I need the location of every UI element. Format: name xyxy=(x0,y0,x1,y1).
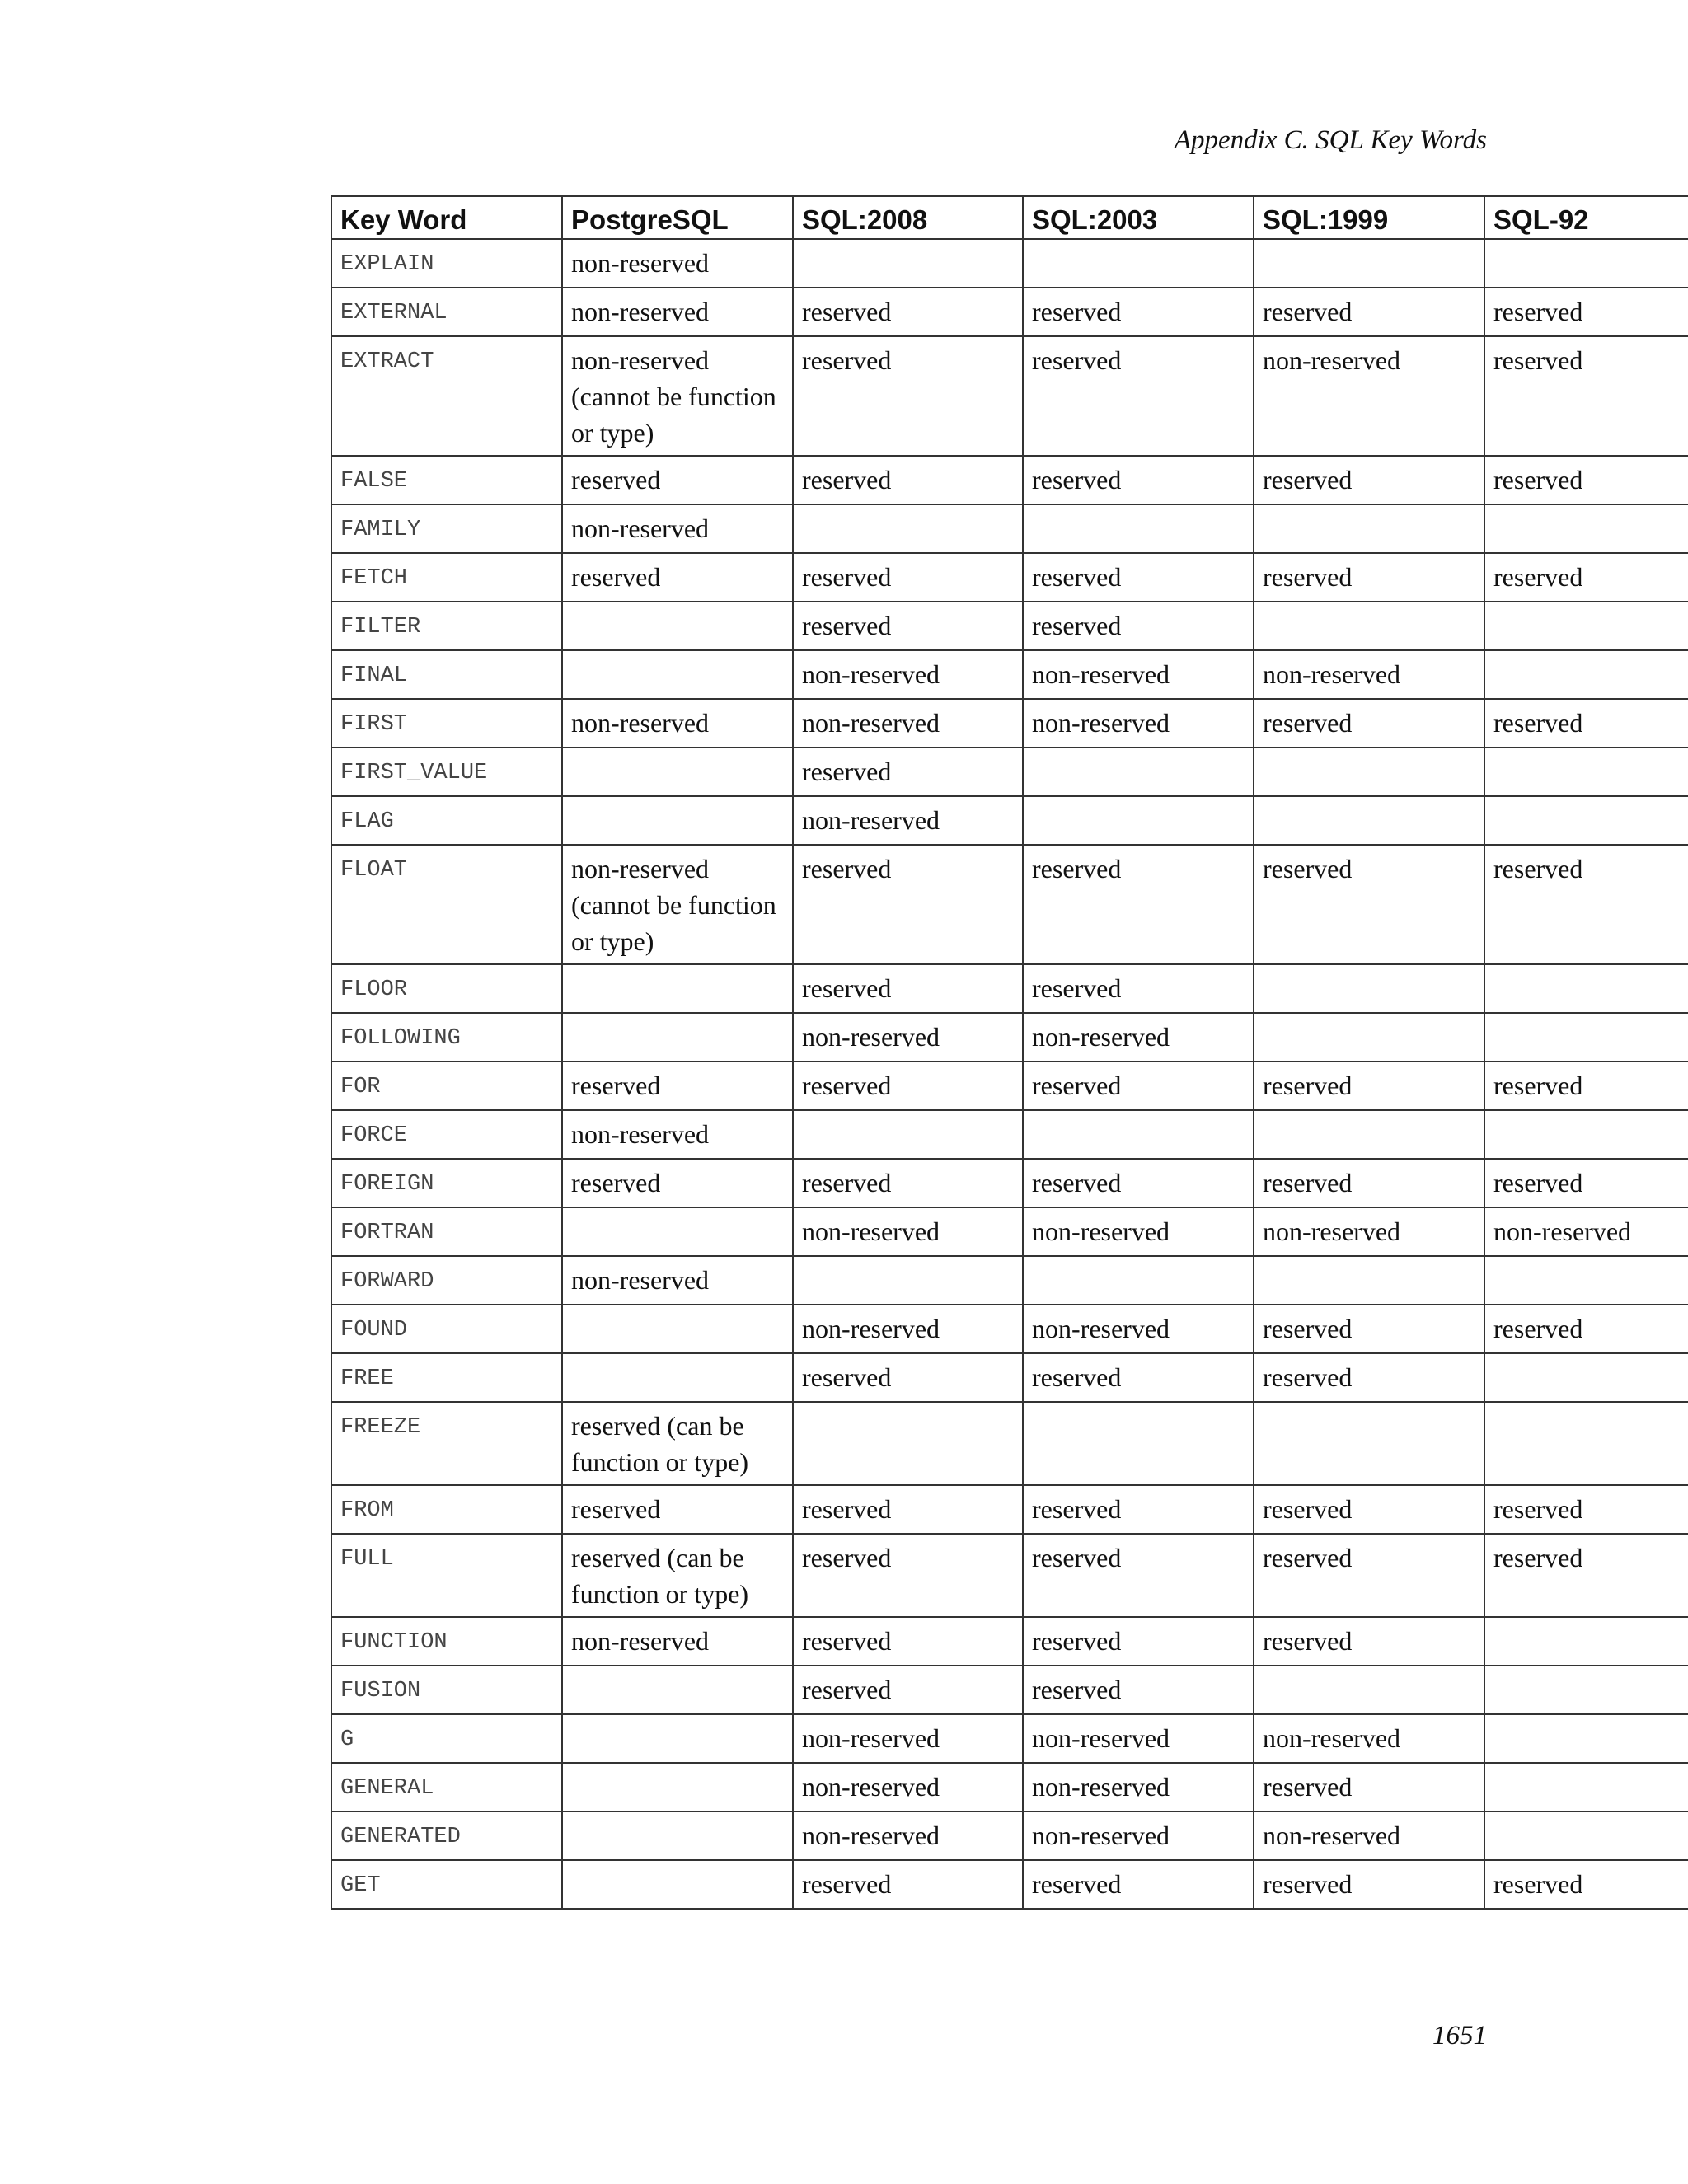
status-cell xyxy=(562,1207,793,1256)
status-cell: reserved xyxy=(793,1062,1023,1110)
status-cell: reserved xyxy=(1023,288,1254,336)
status-cell: non-reserved xyxy=(793,1305,1023,1353)
column-header: SQL-92 xyxy=(1484,196,1688,239)
table-row xyxy=(331,1062,1688,1110)
status-cell: non-reserved xyxy=(1023,1305,1254,1353)
table-row xyxy=(331,288,1688,336)
table-row xyxy=(331,1256,1688,1305)
keyword-cell: FROM xyxy=(331,1485,562,1534)
table-row xyxy=(331,336,1688,456)
status-cell: reserved xyxy=(1023,1534,1254,1617)
keyword-cell: FLAG xyxy=(331,796,562,845)
status-cell: reserved xyxy=(793,456,1023,504)
status-cell xyxy=(562,1763,793,1811)
status-cell xyxy=(793,239,1023,288)
status-cell xyxy=(1484,1013,1688,1062)
status-cell xyxy=(1484,650,1688,699)
status-cell: reserved xyxy=(1254,1534,1484,1617)
status-cell xyxy=(793,1256,1023,1305)
status-cell: reserved xyxy=(1023,602,1254,650)
status-cell: reserved xyxy=(793,336,1023,456)
status-cell xyxy=(1484,1402,1688,1485)
status-cell: reserved xyxy=(1254,288,1484,336)
status-cell xyxy=(1484,1110,1688,1159)
table-row xyxy=(331,1402,1688,1485)
keyword-cell: FOLLOWING xyxy=(331,1013,562,1062)
status-cell: reserved xyxy=(1023,1617,1254,1666)
status-cell: reserved xyxy=(793,1617,1023,1666)
keyword-cell: FULL xyxy=(331,1534,562,1617)
status-cell: non-reserved xyxy=(793,1714,1023,1763)
table-row xyxy=(331,456,1688,504)
table-row xyxy=(331,1811,1688,1860)
status-cell: reserved xyxy=(793,1860,1023,1909)
status-cell xyxy=(562,1305,793,1353)
table-row xyxy=(331,602,1688,650)
status-cell xyxy=(1254,239,1484,288)
table-row xyxy=(331,1534,1688,1617)
status-cell: non-reserved xyxy=(562,1256,793,1305)
status-cell: non-reserved xyxy=(793,1207,1023,1256)
status-cell: reserved xyxy=(793,1159,1023,1207)
status-cell xyxy=(1484,1714,1688,1763)
status-cell xyxy=(1023,796,1254,845)
table-row xyxy=(331,1159,1688,1207)
status-cell: reserved xyxy=(1254,1305,1484,1353)
status-cell: reserved xyxy=(1484,1062,1688,1110)
keyword-cell: GET xyxy=(331,1860,562,1909)
table-row xyxy=(331,748,1688,796)
status-cell: non-reserved xyxy=(1023,1811,1254,1860)
status-cell: reserved xyxy=(1254,699,1484,748)
keyword-cell: FUSION xyxy=(331,1666,562,1714)
table-row xyxy=(331,1305,1688,1353)
status-cell xyxy=(562,964,793,1013)
status-cell: non-reserved xyxy=(1023,1207,1254,1256)
status-cell xyxy=(562,650,793,699)
status-cell: reserved xyxy=(1023,1159,1254,1207)
status-cell: non-reserved xyxy=(562,239,793,288)
keyword-cell: FOR xyxy=(331,1062,562,1110)
status-cell: reserved xyxy=(793,964,1023,1013)
status-cell: non-reserved xyxy=(1254,336,1484,456)
status-cell: non-reserved xyxy=(1254,1714,1484,1763)
status-cell: non-reserved xyxy=(1023,650,1254,699)
column-header: SQL:2003 xyxy=(1023,196,1254,239)
status-cell: non-reserved xyxy=(1254,650,1484,699)
status-cell: reserved (can be function or type) xyxy=(562,1402,793,1485)
page-number: 1651 xyxy=(1432,2021,1487,2050)
table-row xyxy=(331,699,1688,748)
table-row xyxy=(331,964,1688,1013)
status-cell xyxy=(1484,1617,1688,1666)
status-cell: reserved xyxy=(793,1353,1023,1402)
status-cell xyxy=(1254,1402,1484,1485)
status-cell: non-reserved xyxy=(562,1110,793,1159)
status-cell xyxy=(1023,504,1254,553)
status-cell: reserved xyxy=(562,553,793,602)
table-row xyxy=(331,1110,1688,1159)
status-cell xyxy=(1484,964,1688,1013)
status-cell: reserved xyxy=(1484,1860,1688,1909)
keyword-cell: EXTERNAL xyxy=(331,288,562,336)
status-cell: reserved xyxy=(1254,845,1484,964)
status-cell xyxy=(1484,796,1688,845)
status-cell: reserved xyxy=(1484,1159,1688,1207)
keyword-cell: FETCH xyxy=(331,553,562,602)
keyword-cell: FIRST xyxy=(331,699,562,748)
status-cell: non-reserved xyxy=(793,1013,1023,1062)
status-cell xyxy=(562,1666,793,1714)
status-cell: reserved xyxy=(1023,1485,1254,1534)
status-cell: non-reserved xyxy=(793,796,1023,845)
status-cell: reserved xyxy=(1254,1617,1484,1666)
status-cell xyxy=(793,1402,1023,1485)
status-cell: non-reserved xyxy=(562,504,793,553)
status-cell: non-reserved xyxy=(1023,1763,1254,1811)
keyword-cell: FUNCTION xyxy=(331,1617,562,1666)
status-cell: reserved xyxy=(793,845,1023,964)
keyword-table xyxy=(331,195,1688,1910)
keyword-cell: GENERATED xyxy=(331,1811,562,1860)
status-cell: reserved xyxy=(1254,1763,1484,1811)
status-cell: non-reserved xyxy=(562,1617,793,1666)
table-row xyxy=(331,1353,1688,1402)
status-cell: non-reserved xyxy=(793,650,1023,699)
status-cell: reserved xyxy=(1254,1353,1484,1402)
status-cell xyxy=(793,504,1023,553)
keyword-cell: FORCE xyxy=(331,1110,562,1159)
status-cell: reserved xyxy=(1023,456,1254,504)
status-cell: reserved xyxy=(1254,456,1484,504)
status-cell xyxy=(1254,796,1484,845)
status-cell xyxy=(1484,1811,1688,1860)
status-cell xyxy=(1254,1256,1484,1305)
status-cell: reserved xyxy=(793,1485,1023,1534)
status-cell: non-reserved xyxy=(1023,699,1254,748)
status-cell: reserved xyxy=(1484,845,1688,964)
status-cell: non-reserved xyxy=(562,699,793,748)
status-cell xyxy=(562,1353,793,1402)
status-cell xyxy=(1023,1402,1254,1485)
status-cell: reserved xyxy=(1023,964,1254,1013)
status-cell: reserved xyxy=(1023,1353,1254,1402)
keyword-cell: EXPLAIN xyxy=(331,239,562,288)
keyword-cell: FLOOR xyxy=(331,964,562,1013)
table-row xyxy=(331,504,1688,553)
status-cell: non-reserved xyxy=(1484,1207,1688,1256)
table-row xyxy=(331,1485,1688,1534)
keyword-cell: FALSE xyxy=(331,456,562,504)
status-cell: reserved xyxy=(793,288,1023,336)
status-cell: reserved (can be function or type) xyxy=(562,1534,793,1617)
status-cell xyxy=(1023,1110,1254,1159)
keyword-cell: FILTER xyxy=(331,602,562,650)
column-header: PostgreSQL xyxy=(562,196,793,239)
status-cell: reserved xyxy=(1254,1159,1484,1207)
status-cell xyxy=(562,1013,793,1062)
table-row xyxy=(331,1860,1688,1909)
status-cell: reserved xyxy=(793,748,1023,796)
status-cell: non-reserved xyxy=(562,288,793,336)
column-header: SQL:2008 xyxy=(793,196,1023,239)
status-cell: non-reserved xyxy=(793,1811,1023,1860)
column-header: Key Word xyxy=(331,196,562,239)
status-cell xyxy=(1023,1256,1254,1305)
keyword-cell: FLOAT xyxy=(331,845,562,964)
status-cell: reserved xyxy=(562,1062,793,1110)
status-cell xyxy=(562,796,793,845)
status-cell xyxy=(1254,1666,1484,1714)
table-body xyxy=(331,239,1688,1909)
table-row xyxy=(331,1763,1688,1811)
status-cell xyxy=(1023,748,1254,796)
status-cell xyxy=(562,602,793,650)
status-cell xyxy=(562,1860,793,1909)
status-cell: reserved xyxy=(793,1666,1023,1714)
keyword-cell: FOUND xyxy=(331,1305,562,1353)
keyword-cell: FOREIGN xyxy=(331,1159,562,1207)
status-cell: reserved xyxy=(1254,1860,1484,1909)
status-cell xyxy=(1023,239,1254,288)
status-cell: non-reserved xyxy=(1254,1207,1484,1256)
status-cell: reserved xyxy=(1484,699,1688,748)
keyword-cell: GENERAL xyxy=(331,1763,562,1811)
status-cell xyxy=(1484,239,1688,288)
table-row xyxy=(331,239,1688,288)
status-cell xyxy=(1254,504,1484,553)
status-cell xyxy=(793,1110,1023,1159)
table-row xyxy=(331,1207,1688,1256)
status-cell xyxy=(1254,1110,1484,1159)
status-cell xyxy=(1484,1256,1688,1305)
keyword-cell: EXTRACT xyxy=(331,336,562,456)
status-cell: reserved xyxy=(1484,336,1688,456)
table-row xyxy=(331,553,1688,602)
table-row xyxy=(331,796,1688,845)
status-cell: non-reserved xyxy=(1023,1013,1254,1062)
keyword-cell: FIRST_VALUE xyxy=(331,748,562,796)
status-cell: reserved xyxy=(1484,553,1688,602)
status-cell: non-reserved xyxy=(1023,1714,1254,1763)
status-cell xyxy=(1484,1353,1688,1402)
table-row xyxy=(331,1714,1688,1763)
status-cell xyxy=(1484,1763,1688,1811)
status-cell: reserved xyxy=(1254,553,1484,602)
status-cell xyxy=(1484,504,1688,553)
status-cell: reserved xyxy=(793,553,1023,602)
status-cell xyxy=(1254,1013,1484,1062)
table-row xyxy=(331,1666,1688,1714)
status-cell: reserved xyxy=(1254,1062,1484,1110)
keyword-cell: FAMILY xyxy=(331,504,562,553)
keyword-cell: FREEZE xyxy=(331,1402,562,1485)
status-cell: reserved xyxy=(793,1534,1023,1617)
status-cell: reserved xyxy=(562,1485,793,1534)
table-row xyxy=(331,1013,1688,1062)
status-cell: non-reserved (cannot be function or type) xyxy=(562,336,793,456)
table-row xyxy=(331,845,1688,964)
status-cell: reserved xyxy=(1023,1860,1254,1909)
status-cell: non-reserved (cannot be function or type) xyxy=(562,845,793,964)
status-cell: reserved xyxy=(1023,1666,1254,1714)
status-cell xyxy=(562,1811,793,1860)
table-row xyxy=(331,1617,1688,1666)
keyword-cell: FREE xyxy=(331,1353,562,1402)
status-cell: non-reserved xyxy=(793,1763,1023,1811)
column-header: SQL:1999 xyxy=(1254,196,1484,239)
status-cell: reserved xyxy=(1023,336,1254,456)
running-header: Appendix C. SQL Key Words xyxy=(1174,125,1487,155)
keyword-cell: FORTRAN xyxy=(331,1207,562,1256)
status-cell: non-reserved xyxy=(1254,1811,1484,1860)
status-cell xyxy=(562,1714,793,1763)
status-cell: reserved xyxy=(1484,1534,1688,1617)
status-cell: reserved xyxy=(793,602,1023,650)
status-cell: reserved xyxy=(1484,1485,1688,1534)
status-cell xyxy=(1254,964,1484,1013)
status-cell xyxy=(1254,602,1484,650)
keyword-cell: G xyxy=(331,1714,562,1763)
status-cell xyxy=(1484,748,1688,796)
status-cell xyxy=(562,748,793,796)
status-cell: reserved xyxy=(1484,456,1688,504)
status-cell: reserved xyxy=(1484,1305,1688,1353)
status-cell: non-reserved xyxy=(793,699,1023,748)
status-cell: reserved xyxy=(562,456,793,504)
status-cell: reserved xyxy=(1023,845,1254,964)
status-cell: reserved xyxy=(1023,553,1254,602)
status-cell: reserved xyxy=(562,1159,793,1207)
status-cell: reserved xyxy=(1023,1062,1254,1110)
status-cell: reserved xyxy=(1254,1485,1484,1534)
table-header-row xyxy=(331,196,1688,239)
keyword-cell: FORWARD xyxy=(331,1256,562,1305)
status-cell xyxy=(1484,1666,1688,1714)
status-cell: reserved xyxy=(1484,288,1688,336)
table-row xyxy=(331,650,1688,699)
keyword-cell: FINAL xyxy=(331,650,562,699)
status-cell xyxy=(1484,602,1688,650)
status-cell xyxy=(1254,748,1484,796)
